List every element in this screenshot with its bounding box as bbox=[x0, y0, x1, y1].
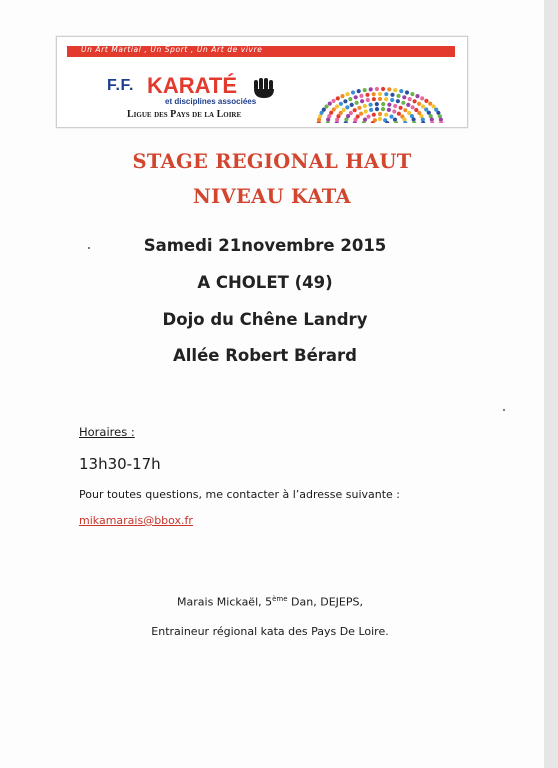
scan-edge bbox=[544, 0, 558, 768]
horaires-label: Horaires : bbox=[79, 425, 135, 439]
signature-role: Entraineur régional kata des Pays De Loire. bbox=[151, 625, 389, 638]
contact-email-link[interactable]: mikamarais@bbox.fr bbox=[79, 514, 193, 527]
event-street: Allée Robert Bérard bbox=[172, 346, 357, 365]
header-banner bbox=[56, 36, 468, 128]
signature-name-part1: Marais Mickaël, 5 bbox=[177, 595, 273, 609]
signature-dan-sup: ème bbox=[272, 595, 288, 603]
horaires-value: 13h30-17h bbox=[79, 455, 161, 473]
scan-speck bbox=[503, 409, 505, 411]
logo-disciplines-text: et disciplines associées bbox=[165, 97, 257, 106]
event-date: Samedi 21novembre 2015 bbox=[143, 236, 387, 255]
title-line-2: NIVEAU KATA bbox=[193, 185, 351, 208]
logo-ligue-text: Ligue des Pays de la Loire bbox=[127, 109, 242, 120]
event-city: A CHOLET (49) bbox=[197, 273, 333, 292]
fist-icon bbox=[252, 77, 278, 99]
scan-speck bbox=[88, 247, 90, 249]
title-line-1: STAGE REGIONAL HAUT bbox=[132, 150, 412, 173]
karateka-crowd-logo bbox=[305, 83, 455, 123]
signature-name-part2: Dan, DEJEPS, bbox=[287, 595, 363, 609]
logo-ff-text: F.F. bbox=[107, 77, 134, 94]
event-venue: Dojo du Chêne Landry bbox=[162, 310, 368, 329]
signature-name bbox=[0, 595, 540, 609]
logo-karate-text: KARATÉ bbox=[147, 73, 238, 98]
contact-text: Pour toutes questions, me contacter à l’adresse suivante : bbox=[79, 488, 401, 501]
tagline: Un Art Martial , Un Sport , Un Art de vivre bbox=[81, 45, 263, 54]
